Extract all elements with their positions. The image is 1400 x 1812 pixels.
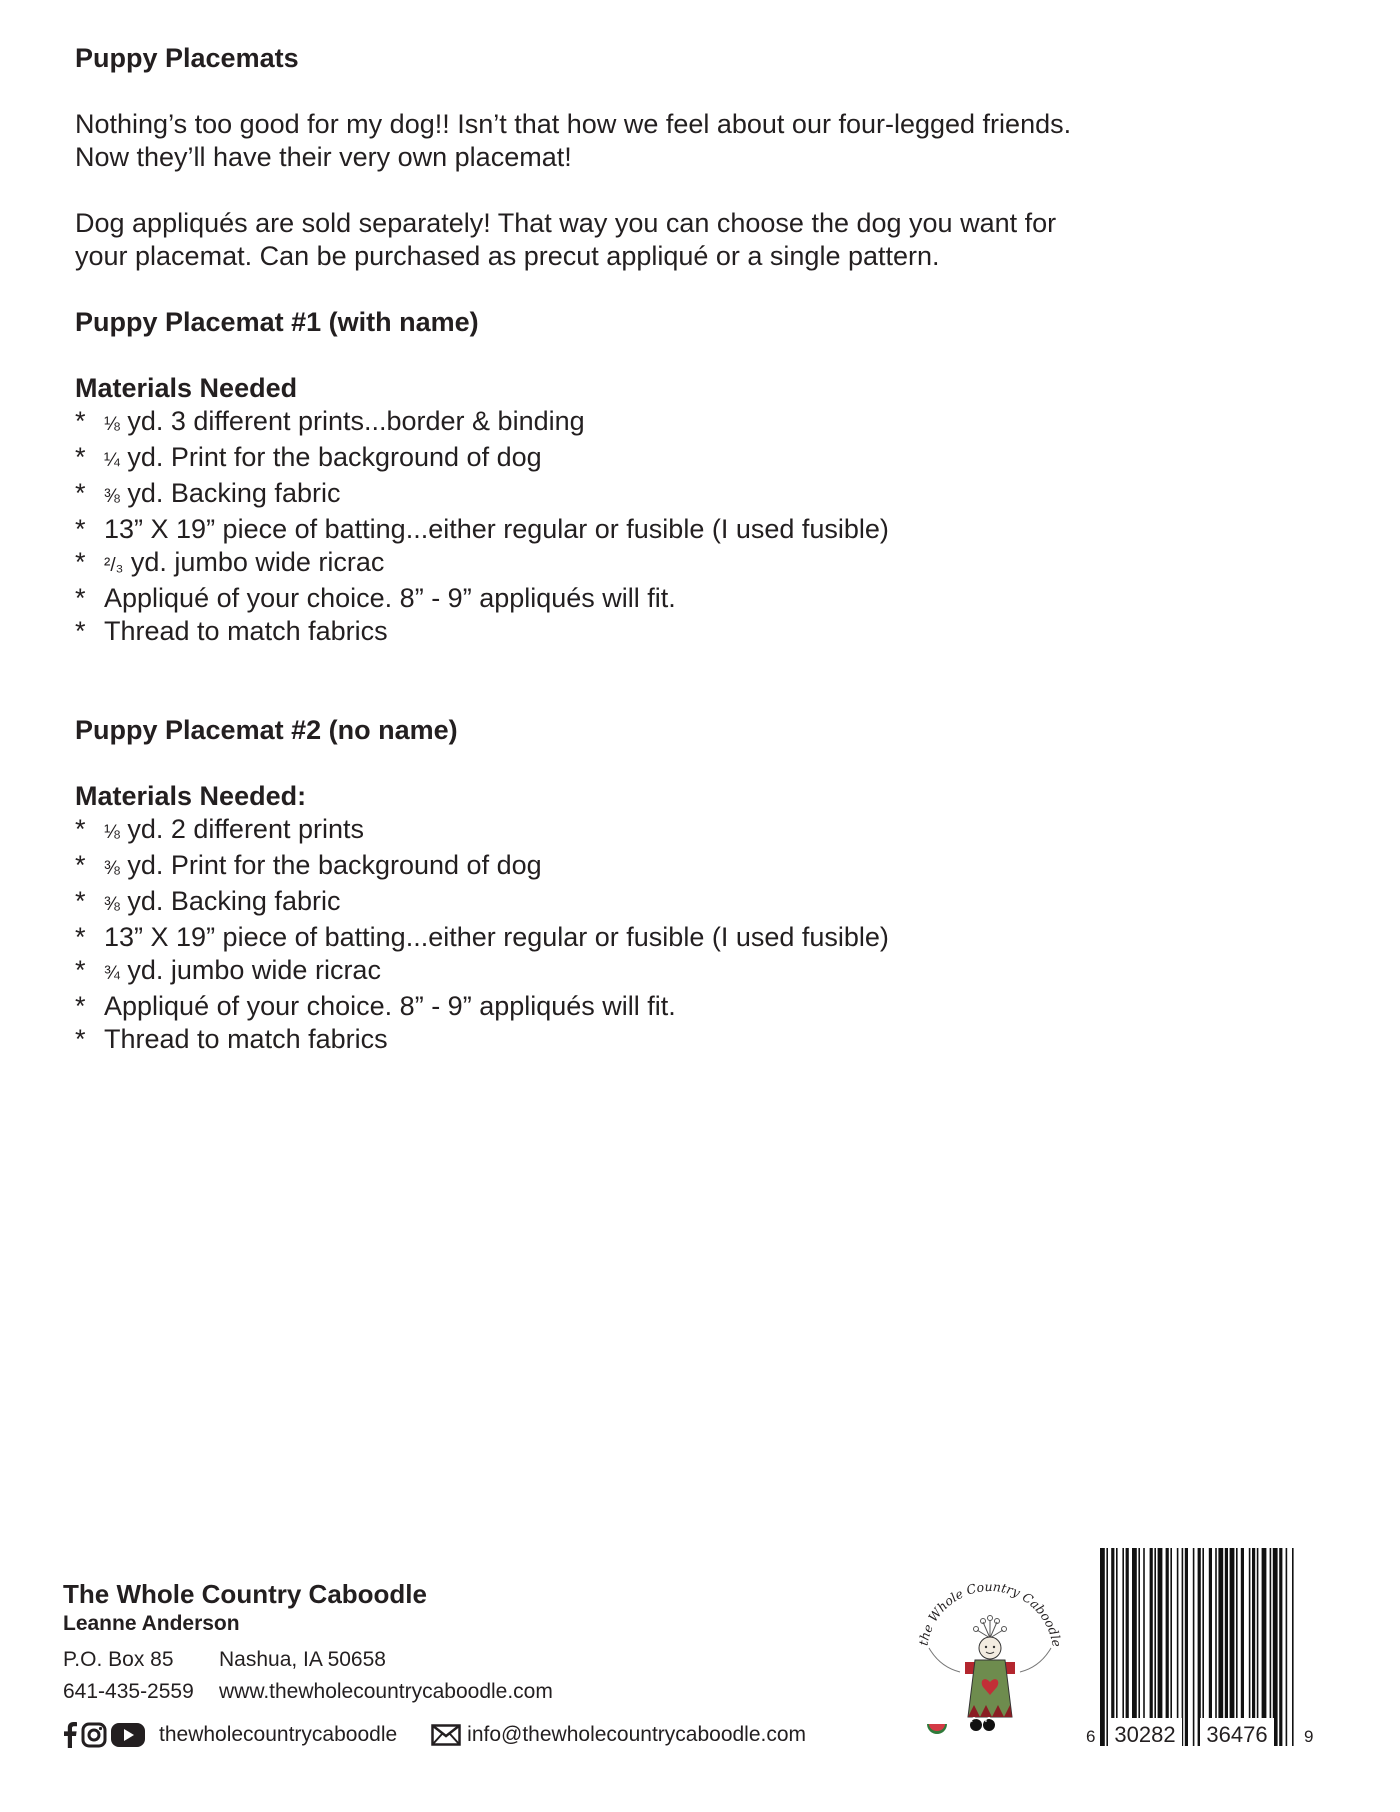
- barcode-bar: [1143, 1548, 1145, 1746]
- po-box: P.O. Box 85: [63, 1648, 174, 1671]
- item-description: Appliqué of your choice. 8” - 9” appliqués will fit.: [104, 991, 676, 1021]
- bullet: *: [75, 1024, 86, 1054]
- list-item: [75, 546, 1335, 582]
- contact-row: [63, 1676, 923, 1708]
- barcode-bar: [1170, 1548, 1172, 1746]
- placemat2-materials-list: [75, 813, 1335, 1056]
- list-item: [75, 1023, 1335, 1056]
- quantity-fraction: ²/₃: [104, 555, 124, 576]
- barcode-bar: [1252, 1548, 1255, 1746]
- bullet: *: [75, 955, 86, 985]
- barcode-bar: [1202, 1548, 1204, 1746]
- item-description: yd. jumbo wide ricrac: [119, 955, 381, 985]
- barcode-bar: [1198, 1548, 1201, 1746]
- page-title: Puppy Placemats: [75, 43, 299, 73]
- barcode-bar: [1241, 1548, 1244, 1746]
- website-link[interactable]: www.thewholecountrycaboodle.com: [219, 1680, 553, 1703]
- quantity-fraction: ¼: [104, 450, 120, 471]
- item-description: Appliqué of your choice. 8” - 9” appliqués will fit.: [104, 583, 676, 613]
- list-item-text: [104, 849, 542, 885]
- social-icons: [63, 1722, 145, 1748]
- bullet: *: [75, 922, 86, 952]
- barcode-bar: [1273, 1548, 1278, 1746]
- list-item-text: [104, 441, 542, 477]
- item-description: 13” X 19” piece of batting...either regular or fusible (I used fusible): [104, 922, 889, 952]
- list-item: [75, 513, 1335, 546]
- placemat1-heading: Puppy Placemat #1 (with name): [75, 307, 479, 337]
- barcode-bar: [1218, 1548, 1223, 1746]
- barcode-bar: [1292, 1548, 1294, 1746]
- item-description: yd. Backing fabric: [119, 886, 341, 916]
- list-item: [75, 582, 1335, 615]
- bullet: *: [75, 478, 86, 508]
- barcode-bar: [1126, 1548, 1129, 1746]
- list-item-text: [104, 546, 384, 582]
- barcode-right-group: 36476: [1206, 1722, 1268, 1747]
- bullet: *: [75, 814, 86, 844]
- document-body: [75, 42, 1335, 1056]
- list-item: [75, 921, 1335, 954]
- barcode-bar: [1230, 1548, 1235, 1746]
- barcode-bar: [1150, 1548, 1153, 1746]
- address-row: [63, 1644, 923, 1676]
- doll-illustration: [927, 1616, 1051, 1735]
- bullet: *: [75, 547, 86, 577]
- list-item: [75, 849, 1335, 885]
- list-item-text: [104, 513, 889, 546]
- list-item-text: [104, 990, 676, 1023]
- list-item: [75, 885, 1335, 921]
- company-name: The Whole Country Caboodle: [63, 1579, 427, 1609]
- barcode-bar: [1225, 1548, 1228, 1746]
- quantity-fraction: ⅜: [104, 858, 120, 879]
- barcode-bar: [1158, 1548, 1163, 1746]
- barcode-graphic: [1078, 1548, 1318, 1758]
- list-item: [75, 954, 1335, 990]
- barcode-bar: [1257, 1548, 1259, 1746]
- quantity-fraction: ⅜: [104, 894, 120, 915]
- list-item: [75, 477, 1335, 513]
- list-item-text: [104, 582, 676, 615]
- list-item-text: [104, 921, 889, 954]
- item-description: yd. jumbo wide ricrac: [123, 547, 385, 577]
- item-description: yd. Backing fabric: [119, 478, 341, 508]
- item-description: yd. Print for the background of dog: [119, 442, 542, 472]
- placemat1-materials-heading: Materials Needed: [75, 373, 298, 403]
- barcode-bar: [1132, 1548, 1137, 1746]
- list-item: [75, 615, 1335, 648]
- barcode-bar: [1286, 1548, 1288, 1746]
- list-item-text: [104, 405, 585, 441]
- bullet: *: [75, 616, 86, 646]
- item-description: yd. 2 different prints: [119, 814, 364, 844]
- barcode-bar: [1106, 1548, 1108, 1746]
- barcode-bar: [1154, 1548, 1156, 1746]
- barcode-bar: [1270, 1548, 1272, 1746]
- list-item-text: [104, 954, 381, 990]
- placemat2-materials-heading: Materials Needed:: [75, 781, 307, 811]
- instagram-icon[interactable]: [81, 1722, 107, 1748]
- barcode-left-group: 30282: [1114, 1722, 1176, 1747]
- logo-text: the Whole Country Caboodle: [915, 1578, 1065, 1648]
- list-item: [75, 441, 1335, 477]
- person-name: Leanne Anderson: [63, 1612, 240, 1635]
- barcode: [1078, 1548, 1318, 1758]
- barcode-bar: [1279, 1548, 1282, 1746]
- barcode-leading-digit: 6: [1086, 1727, 1096, 1746]
- footer-contact: [63, 1578, 923, 1750]
- barcode-bar: [1182, 1548, 1184, 1746]
- email-block: [431, 1723, 806, 1747]
- list-item: [75, 813, 1335, 849]
- email-link[interactable]: info@thewholecountrycaboodle.com: [467, 1723, 807, 1746]
- item-description: Thread to match fabrics: [104, 616, 388, 646]
- quantity-fraction: ⅛: [104, 822, 120, 843]
- bullet: *: [75, 850, 86, 880]
- facebook-icon[interactable]: [63, 1722, 77, 1748]
- phone: 641-435-2559: [63, 1680, 194, 1703]
- barcode-bar: [1100, 1548, 1105, 1746]
- list-item-text: [104, 615, 388, 648]
- bullet: *: [75, 991, 86, 1021]
- list-item-text: [104, 477, 340, 513]
- barcode-bar: [1215, 1548, 1217, 1746]
- barcode-bar: [1249, 1548, 1251, 1746]
- placemat1-materials-list: [75, 405, 1335, 648]
- quantity-fraction: ¾: [104, 963, 120, 984]
- list-item-text: [104, 1023, 388, 1056]
- bullet: *: [75, 886, 86, 916]
- bullet: *: [75, 442, 86, 472]
- list-item: [75, 990, 1335, 1023]
- item-description: yd. Print for the background of dog: [119, 850, 542, 880]
- list-item-text: [104, 813, 364, 849]
- city: Nashua, IA 50658: [219, 1648, 386, 1671]
- barcode-bar: [1193, 1548, 1195, 1746]
- list-item: [75, 405, 1335, 441]
- barcode-bar: [1166, 1548, 1169, 1746]
- item-description: Thread to match fabrics: [104, 1024, 388, 1054]
- intro-line-2: Now they’ll have their very own placemat!: [75, 142, 572, 172]
- barcode-bar: [1177, 1548, 1179, 1746]
- barcode-bar: [1262, 1548, 1267, 1746]
- bullet: *: [75, 514, 86, 544]
- list-item-text: [104, 885, 340, 921]
- barcode-bar: [1138, 1548, 1140, 1746]
- placemat2-heading: Puppy Placemat #2 (no name): [75, 715, 458, 745]
- barcode-bar: [1116, 1548, 1118, 1746]
- bullet: *: [75, 406, 86, 436]
- barcode-bar: [1209, 1548, 1212, 1746]
- brand-logo: [915, 1572, 1065, 1742]
- mail-icon: [431, 1724, 461, 1746]
- intro-line-1: Nothing’s too good for my dog!! Isn’t that how we feel about our four-legged friends.: [75, 109, 1072, 139]
- social-handle[interactable]: thewholecountrycaboodle: [159, 1723, 398, 1746]
- social-row: [63, 1720, 923, 1750]
- quantity-fraction: ⅜: [104, 486, 120, 507]
- item-description: yd. 3 different prints...border & binding: [119, 406, 585, 436]
- barcode-bar: [1122, 1548, 1124, 1746]
- barcode-bar: [1111, 1548, 1114, 1746]
- youtube-icon[interactable]: [111, 1722, 145, 1748]
- item-description: 13” X 19” piece of batting...either regular or fusible (I used fusible): [104, 514, 889, 544]
- quantity-fraction: ⅛: [104, 414, 120, 435]
- note-line-1: Dog appliqués are sold separately! That way you can choose the dog you want for: [75, 208, 1057, 238]
- barcode-trailing-digit: 9: [1304, 1727, 1314, 1746]
- bullet: *: [75, 583, 86, 613]
- barcode-bar: [1185, 1548, 1188, 1746]
- barcode-bar: [1236, 1548, 1238, 1746]
- note-line-2: your placemat. Can be purchased as precut appliqué or a single pattern.: [75, 241, 940, 271]
